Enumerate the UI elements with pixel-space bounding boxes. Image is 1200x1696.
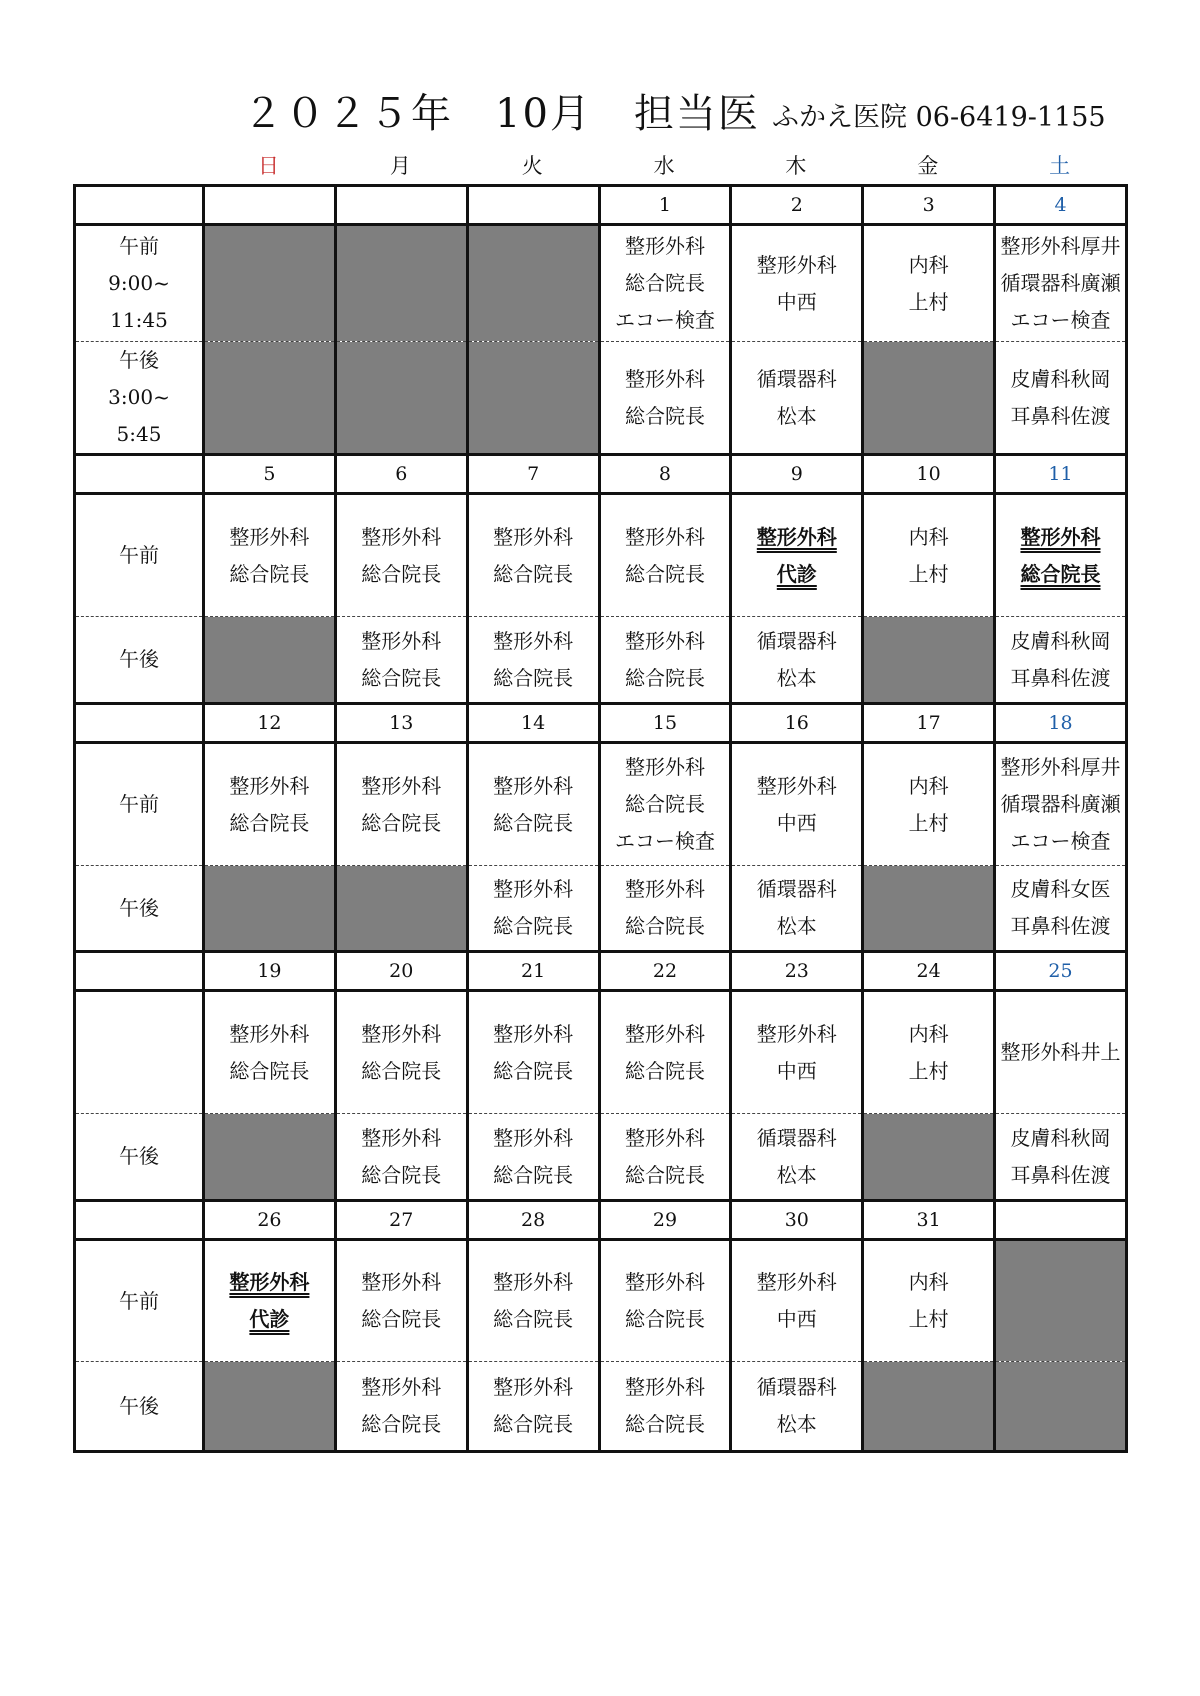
doctor-cell: [863, 1240, 995, 1362]
doctor-line: 耳鼻科佐渡: [1010, 403, 1111, 428]
doctor-line: 皮膚科秋岡: [1010, 366, 1111, 391]
doctor-line: 総合院長: [361, 810, 442, 835]
weekday-label: 日: [258, 154, 279, 178]
doctor-line: 整形外科: [361, 628, 442, 653]
closed-cell: [863, 342, 995, 455]
doctor-line: 松本: [776, 1162, 817, 1187]
doctor-line: 耳鼻科佐渡: [1010, 1162, 1111, 1187]
date-row-label-cell: [75, 1201, 204, 1240]
session-label-line: 3:00~: [108, 385, 170, 409]
doctor-line: エコー検査: [614, 829, 715, 853]
doctor-line: 上村: [908, 1058, 949, 1083]
date-cell: 1: [599, 186, 731, 225]
date-cell: 6: [335, 455, 467, 494]
doctor-cell: [335, 617, 467, 704]
doctor-line: 総合院長: [624, 1412, 705, 1436]
closed-cell: [863, 1114, 995, 1201]
doctor-cell: [731, 342, 863, 455]
weekday-label: 水: [653, 154, 675, 178]
closed-cell: [863, 1362, 995, 1452]
doctor-line: 整形外科: [624, 1125, 705, 1150]
doctor-line: 整形外科: [229, 1270, 310, 1294]
date-cell: 23: [731, 952, 863, 991]
doctor-line: 上村: [908, 810, 949, 835]
weekday-label: 月: [389, 154, 411, 178]
doctor-cell: [335, 991, 467, 1114]
date-cell: 11: [995, 455, 1127, 494]
doctor-line: 松本: [776, 403, 817, 428]
doctor-line: 整形外科: [493, 773, 574, 798]
doctor-line: 松本: [776, 665, 817, 690]
doctor-line: 整形外科: [493, 1125, 574, 1150]
afternoon-label-cell: [75, 342, 204, 455]
doctor-line: 代診: [249, 1307, 290, 1331]
date-cell: 2: [731, 186, 863, 225]
afternoon-label-cell: [75, 1362, 204, 1452]
doctor-cell: [204, 494, 336, 617]
doctor-line: 松本: [776, 1412, 817, 1436]
closed-cell: [204, 342, 336, 455]
session-label-line: 午後: [119, 647, 159, 671]
doctor-cell: [731, 1114, 863, 1201]
doctor-cell: [467, 743, 599, 866]
doctor-cell: [731, 1362, 863, 1452]
doctor-line: 整形外科: [624, 628, 705, 653]
doctor-line: エコー検査: [614, 308, 715, 332]
doctor-line: 整形外科: [361, 1375, 442, 1399]
doctor-line: 整形外科: [624, 234, 705, 258]
session-label-line: 午前: [119, 543, 159, 567]
doctor-line: 総合院長: [624, 665, 705, 690]
date-row-label-cell: [75, 455, 204, 494]
session-label-line: 9:00~: [108, 271, 170, 295]
date-cell: 8: [599, 455, 731, 494]
session-label-line: 午後: [119, 348, 159, 372]
closed-cell: [467, 225, 599, 342]
doctor-line: 中西: [776, 1307, 817, 1331]
doctor-cell: [995, 617, 1127, 704]
doctor-cell: [467, 494, 599, 617]
date-cell: 13: [335, 704, 467, 743]
date-cell: 26: [204, 1201, 336, 1240]
doctor-line: 整形外科: [756, 252, 837, 277]
doctor-line: 総合院長: [361, 1412, 442, 1436]
date-cell: 31: [863, 1201, 995, 1240]
doctor-line: 循環器科: [756, 628, 837, 653]
doctor-cell: [335, 1114, 467, 1201]
morning-label-cell: [75, 991, 204, 1114]
doctor-line: 整形外科: [493, 1270, 574, 1294]
session-label-line: 午後: [119, 1144, 159, 1168]
doctor-line: エコー検査: [1010, 829, 1111, 853]
doctor-cell: [204, 991, 336, 1114]
doctor-line: 整形外科: [624, 1375, 705, 1399]
morning-label-cell: [75, 1240, 204, 1362]
doctor-line: 松本: [776, 914, 817, 938]
doctor-line: 整形外科: [493, 1021, 574, 1046]
doctor-line: 整形外科: [229, 773, 310, 798]
doctor-line: 総合院長: [624, 403, 705, 428]
doctor-line: 内科: [908, 524, 949, 549]
doctor-line: 整形外科: [493, 628, 574, 653]
doctor-line: 整形外科: [756, 1021, 837, 1046]
doctor-line: 中西: [776, 810, 817, 835]
closed-cell: [204, 1362, 336, 1452]
doctor-line: 整形外科: [361, 773, 442, 798]
doctor-line: 内科: [908, 1270, 949, 1294]
weekday-label: 金: [917, 154, 939, 178]
doctor-line: 総合院長: [624, 914, 705, 938]
weekday-label: 木: [785, 154, 807, 178]
date-cell: 25: [995, 952, 1127, 991]
date-row-label-cell: [75, 952, 204, 991]
doctor-line: 皮膚科秋岡: [1010, 1125, 1111, 1150]
doctor-line: 整形外科: [756, 773, 837, 798]
doctor-line: 総合院長: [493, 810, 574, 835]
session-label-line: 5:45: [116, 422, 162, 446]
doctor-line: 整形外科: [229, 1021, 310, 1046]
closed-cell: [995, 1240, 1127, 1362]
doctor-line: 総合院長: [361, 1307, 442, 1331]
doctor-cell: [599, 866, 731, 952]
doctor-line: 耳鼻科佐渡: [1010, 665, 1111, 690]
morning-row: [75, 743, 1127, 866]
doctor-cell: [335, 494, 467, 617]
date-row: [75, 952, 1127, 991]
session-label-line: 11:45: [110, 308, 168, 332]
date-cell: [995, 1201, 1127, 1240]
page-header: [0, 82, 1200, 142]
date-cell: 30: [731, 1201, 863, 1240]
doctor-cell: [731, 494, 863, 617]
doctor-line: 総合院長: [624, 271, 705, 295]
doctor-line: 中西: [776, 289, 817, 314]
doctor-line: 総合院長: [493, 561, 574, 586]
doctor-line: 整形外科: [493, 877, 574, 901]
doctor-line: 循環器科: [756, 366, 837, 391]
doctor-cell: [599, 1362, 731, 1452]
doctor-cell: [467, 991, 599, 1114]
date-cell: 12: [204, 704, 336, 743]
morning-row: [75, 494, 1127, 617]
doctor-line: 整形外科井上: [1000, 1040, 1121, 1064]
doctor-cell: [599, 225, 731, 342]
doctor-cell: [467, 617, 599, 704]
morning-label-cell: [75, 494, 204, 617]
afternoon-row: [75, 1362, 1127, 1452]
afternoon-label-cell: [75, 617, 204, 704]
doctor-cell: [863, 991, 995, 1114]
afternoon-label-cell: [75, 1114, 204, 1201]
doctor-line: 総合院長: [624, 792, 705, 816]
date-cell: 19: [204, 952, 336, 991]
afternoon-row: [75, 617, 1127, 704]
doctor-cell: [995, 743, 1127, 866]
doctor-line: 循環器科: [756, 1125, 837, 1150]
date-row-label-cell: [75, 186, 204, 225]
doctor-cell: [731, 617, 863, 704]
doctor-line: 整形外科: [1020, 524, 1101, 549]
date-row: [75, 1201, 1127, 1240]
doctor-line: 整形外科: [756, 1270, 837, 1294]
doctor-line: 整形外科: [361, 1270, 442, 1294]
doctor-line: 内科: [908, 773, 949, 798]
doctor-cell: [467, 866, 599, 952]
doctor-line: 整形外科: [624, 524, 705, 549]
doctor-line: 総合院長: [493, 914, 574, 938]
doctor-line: 整形外科: [624, 877, 705, 901]
doctor-cell: [731, 866, 863, 952]
doctor-line: 総合院長: [361, 665, 442, 690]
closed-cell: [204, 866, 336, 952]
doctor-line: 循環器科廣瀬: [1000, 792, 1121, 816]
closed-cell: [467, 342, 599, 455]
afternoon-row: [75, 342, 1127, 455]
date-cell: 10: [863, 455, 995, 494]
session-label-line: 午前: [119, 1288, 159, 1313]
clinic-name-phone: ふかえ医院 06-6419-1155: [772, 102, 1106, 133]
weekday-header-row: [73, 150, 1125, 182]
doctor-line: 整形外科: [229, 524, 310, 549]
doctor-cell: [995, 991, 1127, 1114]
closed-cell: [863, 617, 995, 704]
doctor-line: 整形外科: [493, 1375, 574, 1399]
closed-cell: [335, 225, 467, 342]
doctor-cell: [995, 225, 1127, 342]
session-label-line: 午後: [119, 895, 159, 920]
doctor-line: 循環器科廣瀬: [1000, 271, 1121, 295]
date-cell: 4: [995, 186, 1127, 225]
date-cell: [335, 186, 467, 225]
afternoon-label-cell: [75, 866, 204, 952]
doctor-line: 皮膚科秋岡: [1010, 628, 1111, 653]
date-cell: 20: [335, 952, 467, 991]
doctor-line: 皮膚科女医: [1010, 877, 1111, 901]
doctor-line: 整形外科: [493, 524, 574, 549]
doctor-line: 総合院長: [361, 561, 442, 586]
doctor-cell: [995, 342, 1127, 455]
date-cell: 14: [467, 704, 599, 743]
morning-row: [75, 991, 1127, 1114]
morning-row: [75, 225, 1127, 342]
doctor-line: 整形外科厚井: [1000, 755, 1121, 779]
weekday-label: 火: [521, 154, 543, 178]
date-cell: 5: [204, 455, 336, 494]
doctor-line: 総合院長: [493, 1162, 574, 1187]
doctor-line: 整形外科: [624, 1270, 705, 1294]
doctor-cell: [731, 225, 863, 342]
date-cell: [467, 186, 599, 225]
doctor-line: 総合院長: [493, 1058, 574, 1083]
doctor-cell: [863, 494, 995, 617]
doctor-line: 整形外科: [624, 366, 705, 391]
doctor-line: 整形外科: [361, 1125, 442, 1150]
doctor-cell: [467, 1362, 599, 1452]
doctor-line: 総合院長: [229, 1058, 310, 1083]
doctor-line: 循環器科: [756, 877, 837, 901]
doctor-line: 総合院長: [493, 1412, 574, 1436]
morning-label-cell: [75, 225, 204, 342]
doctor-line: 総合院長: [361, 1162, 442, 1187]
doctor-line: 中西: [776, 1058, 817, 1083]
doctor-cell: [731, 991, 863, 1114]
doctor-line: 上村: [908, 1307, 949, 1331]
date-cell: 21: [467, 952, 599, 991]
doctor-cell: [204, 1240, 336, 1362]
date-row: [75, 455, 1127, 494]
doctor-line: 上村: [908, 289, 949, 314]
date-cell: 3: [863, 186, 995, 225]
date-cell: 29: [599, 1201, 731, 1240]
doctor-cell: [599, 1114, 731, 1201]
doctor-line: 総合院長: [229, 561, 310, 586]
doctor-line: 総合院長: [624, 1162, 705, 1187]
doctor-cell: [599, 743, 731, 866]
doctor-line: 内科: [908, 252, 949, 277]
date-cell: 27: [335, 1201, 467, 1240]
doctor-cell: [599, 991, 731, 1114]
doctor-line: 代診: [776, 561, 817, 586]
date-cell: 7: [467, 455, 599, 494]
doctor-line: 整形外科厚井: [1000, 234, 1121, 258]
closed-cell: [335, 342, 467, 455]
schedule-table: [73, 184, 1128, 1453]
doctor-line: 上村: [908, 561, 949, 586]
date-cell: 22: [599, 952, 731, 991]
doctor-line: 総合院長: [361, 1058, 442, 1083]
doctor-cell: [467, 1240, 599, 1362]
doctor-line: 総合院長: [624, 1058, 705, 1083]
doctor-cell: [995, 494, 1127, 617]
page-title: ２０２５年 10月 担当医: [243, 91, 760, 137]
date-cell: 16: [731, 704, 863, 743]
morning-label-cell: [75, 743, 204, 866]
doctor-line: 内科: [908, 1021, 949, 1046]
weekday-label: 土: [1049, 154, 1071, 178]
doctor-line: 耳鼻科佐渡: [1010, 914, 1111, 938]
session-label-line: 午前: [119, 234, 159, 258]
date-cell: 15: [599, 704, 731, 743]
date-cell: 17: [863, 704, 995, 743]
doctor-cell: [599, 494, 731, 617]
date-cell: 9: [731, 455, 863, 494]
doctor-cell: [599, 1240, 731, 1362]
closed-cell: [204, 1114, 336, 1201]
doctor-cell: [599, 342, 731, 455]
doctor-cell: [995, 1114, 1127, 1201]
doctor-line: 総合院長: [624, 561, 705, 586]
doctor-line: 総合院長: [493, 665, 574, 690]
doctor-cell: [335, 743, 467, 866]
doctor-line: 循環器科: [756, 1375, 837, 1399]
doctor-cell: [995, 866, 1127, 952]
afternoon-row: [75, 866, 1127, 952]
session-label-line: 午後: [119, 1393, 159, 1418]
doctor-line: 総合院長: [624, 1307, 705, 1331]
closed-cell: [204, 225, 336, 342]
doctor-line: エコー検査: [1010, 308, 1111, 332]
closed-cell: [335, 866, 467, 952]
doctor-cell: [863, 225, 995, 342]
doctor-cell: [335, 1240, 467, 1362]
date-cell: 28: [467, 1201, 599, 1240]
doctor-cell: [467, 1114, 599, 1201]
date-cell: [204, 186, 336, 225]
doctor-line: 整形外科: [361, 1021, 442, 1046]
date-row: [75, 704, 1127, 743]
closed-cell: [995, 1362, 1127, 1452]
date-row-label-cell: [75, 704, 204, 743]
doctor-line: 総合院長: [1020, 561, 1101, 586]
closed-cell: [863, 866, 995, 952]
doctor-cell: [204, 743, 336, 866]
session-label-line: 午前: [119, 792, 159, 816]
doctor-line: 整形外科: [624, 1021, 705, 1046]
date-cell: 24: [863, 952, 995, 991]
doctor-cell: [335, 1362, 467, 1452]
doctor-cell: [731, 743, 863, 866]
doctor-cell: [599, 617, 731, 704]
afternoon-row: [75, 1114, 1127, 1201]
doctor-line: 総合院長: [493, 1307, 574, 1331]
morning-row: [75, 1240, 1127, 1362]
doctor-line: 整形外科: [756, 524, 837, 549]
date-cell: 18: [995, 704, 1127, 743]
doctor-cell: [863, 743, 995, 866]
date-row: [75, 186, 1127, 225]
doctor-line: 整形外科: [624, 755, 705, 779]
closed-cell: [204, 617, 336, 704]
doctor-line: 整形外科: [361, 524, 442, 549]
doctor-cell: [731, 1240, 863, 1362]
doctor-line: 総合院長: [229, 810, 310, 835]
